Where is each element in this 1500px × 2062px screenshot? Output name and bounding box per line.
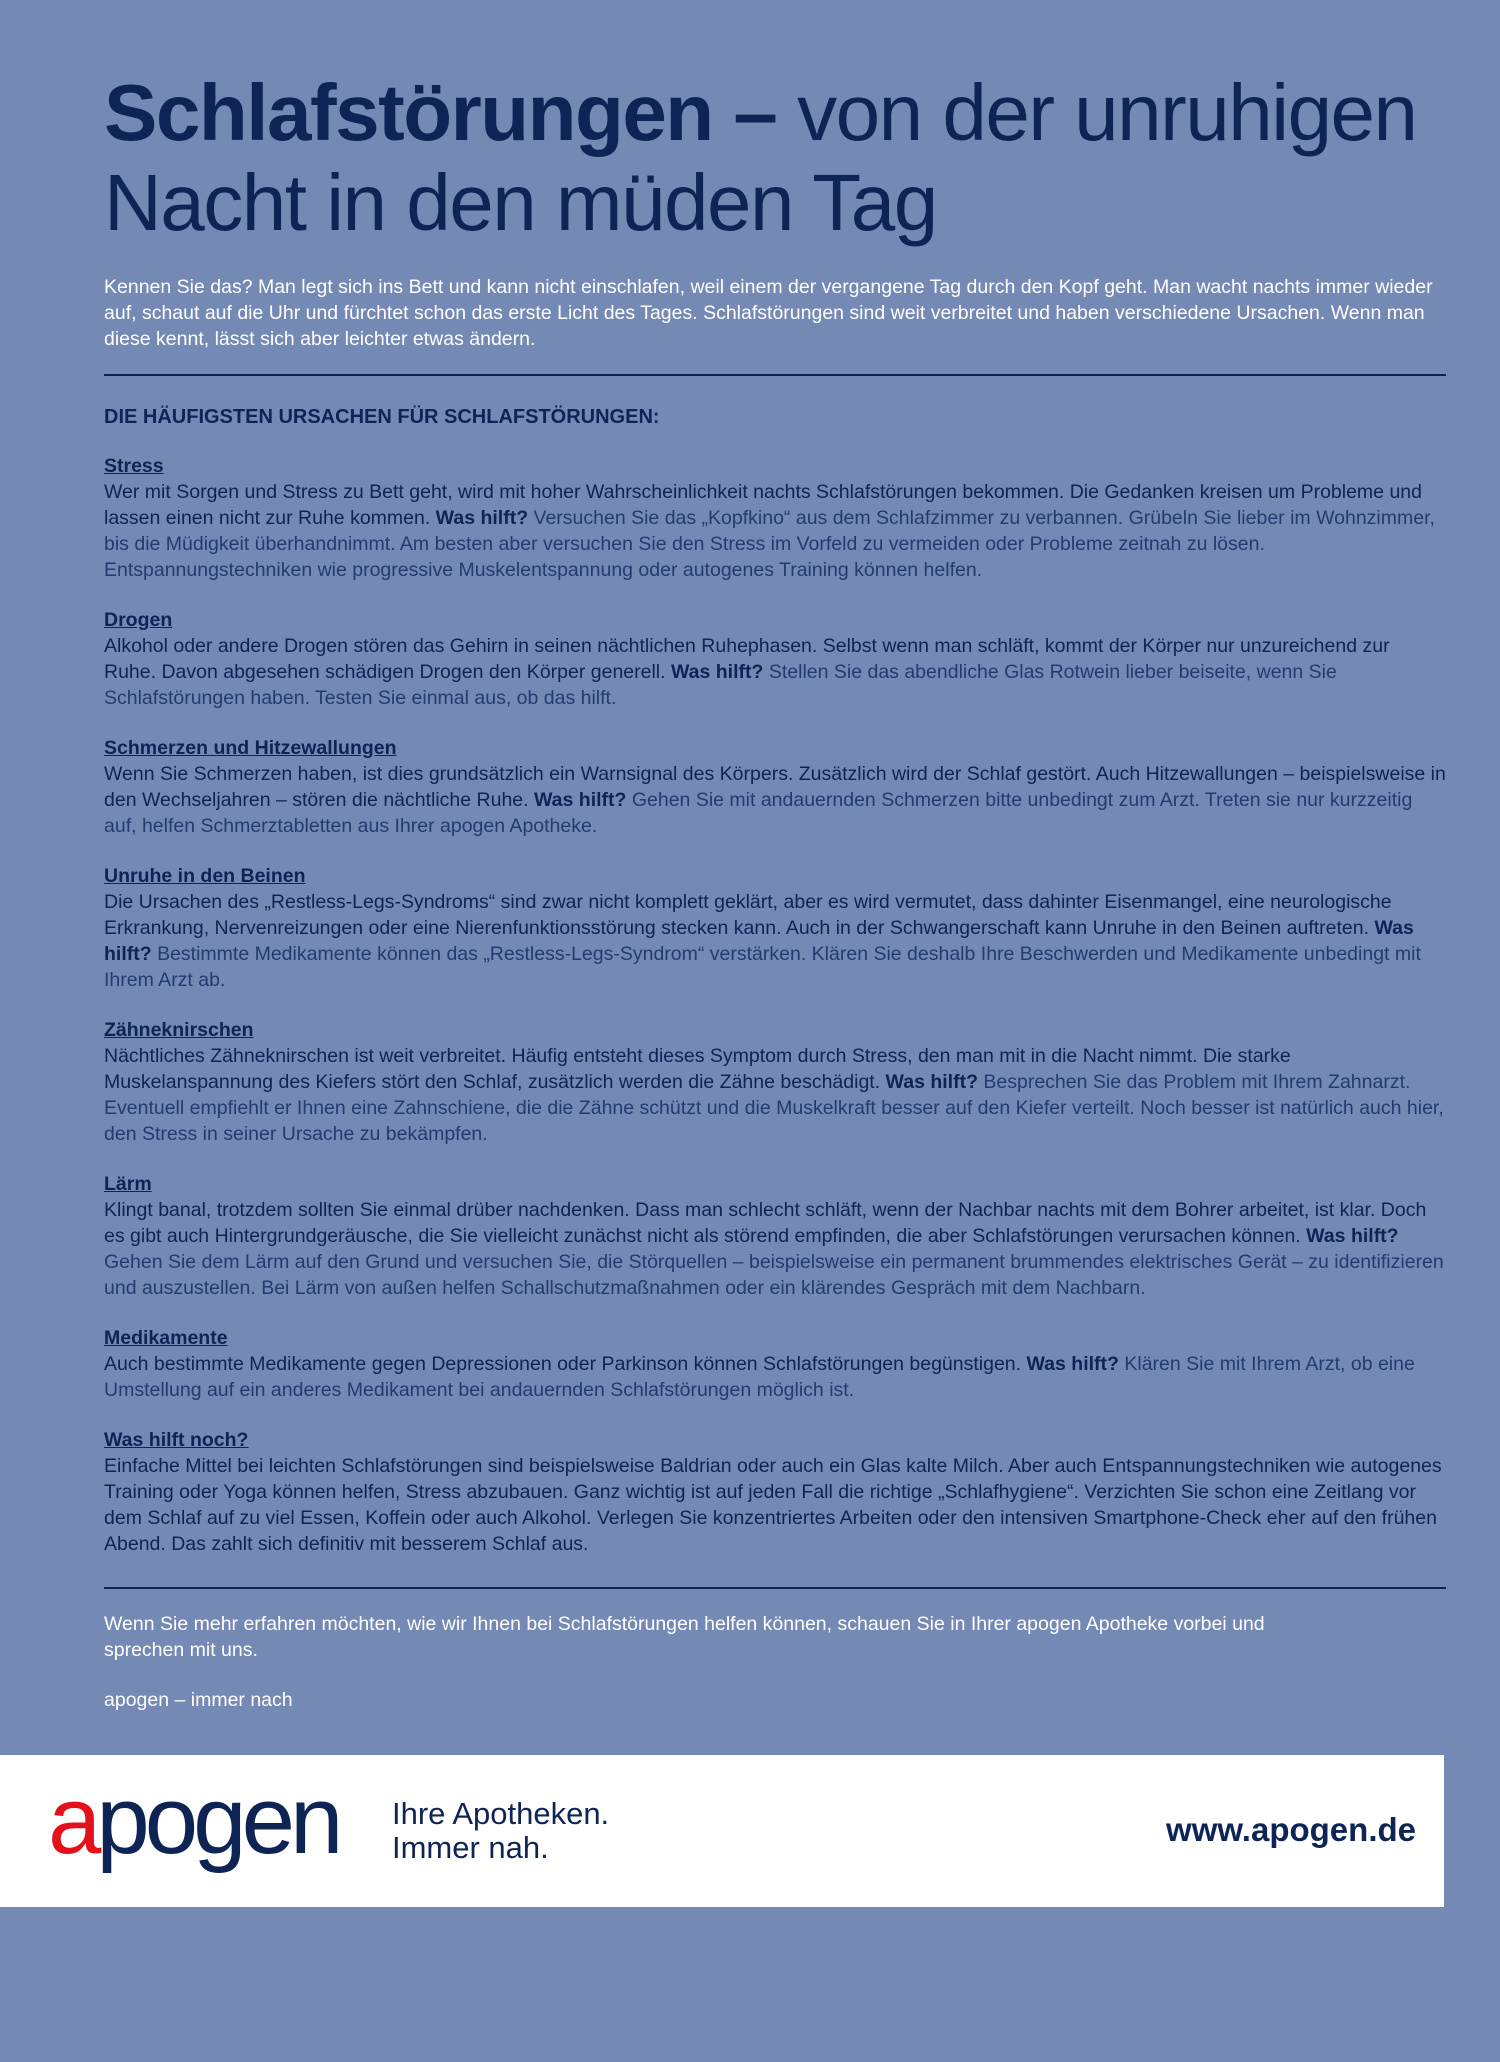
website-link[interactable]: www.apogen.de [1166,1811,1416,1848]
logo-letter-a: a [48,1783,97,1874]
advice-text: Versuchen Sie das „Kopfkino“ aus dem Schlafzimmer zu verbannen. Grübeln Sie lieber im Wohnzimmer, bis die Müdigkeit überhandnimmt. Am besten aber versuchen Sie den Stress im Vorfeld zu vermeiden oder Probleme zeitnah zu lösen. Entspannungstechniken wie progressive Muskelentspannung oder autogenes Training können helfen. [104,507,1435,581]
advice-label: Was hilft? [885,1071,978,1093]
cause-text [104,1351,1446,1403]
logo-letters: pogen [96,1783,339,1874]
footer-divider [104,1587,1446,1589]
cause-text [104,761,1446,839]
slogan: apogen – immer nach [104,1689,293,1711]
cause-title: Stress [104,455,164,477]
cause-section [104,1017,1446,1147]
cause-text [104,1197,1446,1301]
brand-banner [0,1755,1444,1907]
cause-title: Zähneknirschen [104,1019,254,1041]
cause-body: Die Ursachen des „Restless-Legs-Syndroms“ sind zwar nicht komplett geklärt, aber es wird vermutet, dass dahinter Eisenmangel, eine neurologische Erkrankung, Nervenreizungen oder eine Nierenfunktionsstörung stecken kann. Auch in der Schwangerschaft kann Unruhe in den Beinen auftreten. [104,891,1392,939]
tagline-line2: Immer nah. [392,1830,549,1865]
cause-section [104,607,1446,711]
cause-body: Alkohol oder andere Drogen stören das Gehirn in seinen nächtlichen Ruhephasen. Selbst wenn man schläft, kommt der Körper nur unzureichend zur Ruhe. Davon abgesehen schädigen Drogen den Körper generell. [104,635,1390,683]
cause-section [104,863,1446,993]
cause-body: Einfache Mittel bei leichten Schlafstörungen sind beispielsweise Baldrian oder auch ein Glas kalte Milch. Aber auch Entspannungstechniken wie autogenes Training oder Yoga können helfen, Stress abzubauen. Ganz wichtig ist auf jeden Fall die richtige „Schlafhygiene“. Verzichten Sie schon eine Zeitlang vor dem Schlaf auf zu viel Essen, Koffein oder auch Alkohol. Verlegen Sie konzentriertes Arbeiten oder den intensiven Smartphone-Check eher auf den frühen Abend. Das zahlt sich definitiv mit besserem Schlaf aus. [104,1455,1442,1555]
closing-text: Wenn Sie mehr erfahren möchten, wie wir Ihnen bei Schlafstörungen helfen können, schauen Sie in Ihrer apogen Apotheke vorbei und sprechen mit uns. [104,1613,1265,1661]
cause-text [104,633,1446,711]
advice-label: Was hilft? [670,661,764,683]
advice-text: Gehen Sie dem Lärm auf den Grund und versuchen Sie, die Störquellen – beispielsweise ein permanent brummendes elektrisches Gerät – zu identifizieren und auszustellen. Bei Lärm von außen helfen Schallschutzmaßnahmen oder ein klärendes Gespräch mit dem Nachbarn. [104,1251,1444,1299]
tagline-line1: Ihre Apotheken. [392,1796,610,1831]
advice-label: Was hilft? [435,507,529,529]
cause-body: Auch bestimmte Medikamente gegen Depressionen oder Parkinson können Schlafstörungen begünstigen. [104,1353,1027,1375]
advice-text: Gehen Sie mit andauernden Schmerzen bitte unbedingt zum Arzt. Treten sie nur kurzzeitig auf, helfen Schmerztabletten aus Ihrer apogen Apotheke. [104,789,1413,837]
page-title [104,68,1446,248]
cause-title: Drogen [104,609,173,631]
apogen-logo [48,1783,368,1879]
cause-section [104,735,1446,839]
cause-section [104,453,1446,583]
cause-title: Medikamente [104,1327,228,1349]
cause-text [104,1043,1446,1147]
cause-section [104,1171,1446,1301]
cause-body: Wenn Sie Schmerzen haben, ist dies grundsätzlich ein Warnsignal des Körpers. Zusätzlich wird der Schlaf gestört. Auch Hitzewallungen – beispielsweise in den Wechseljahren – stören die nächtliche Ruhe. [104,763,1446,811]
cause-section [104,1325,1446,1403]
tagline [392,1797,609,1865]
cause-title: Lärm [104,1173,152,1195]
cause-title: Unruhe in den Beinen [104,865,306,887]
advice-text: Bestimmte Medikamente können das „Restless-Legs-Syndrom“ verstärken. Klären Sie deshalb Ihre Beschwerden und Medikamente unbedingt mit Ihrem Arzt ab. [104,943,1421,991]
cause-title: Was hilft noch? [104,1429,249,1451]
svg-text:apogen [48,1783,338,1874]
advice-label: Was hilft? [104,917,1414,965]
cause-body: Wer mit Sorgen und Stress zu Bett geht, wird mit hoher Wahrscheinlichkeit nachts Schlafstörungen bekommen. Die Gedanken kreisen um Probleme und lassen einen nicht zur Ruhe kommen. [104,481,1422,529]
cause-text [104,1453,1446,1557]
causes-list [104,453,1446,1557]
cause-text [104,479,1446,583]
advice-text: Klären Sie mit Ihrem Arzt, ob eine Umstellung auf ein anderes Medikament bei andauernden Schlafstörungen möglich ist. [104,1353,1415,1401]
divider [104,374,1446,376]
article [104,68,1446,1712]
cause-text [104,889,1446,993]
title-bold: Schlafstörungen – [104,68,777,157]
intro-text: Kennen Sie das? Man legt sich ins Bett und kann nicht einschlafen, weil einem der vergangene Tag durch den Kopf geht. Man wacht nachts immer wieder auf, schaut auf die Uhr und fürchtet schon das erste Licht des Tages. Schlafstörungen sind weit verbreitet und haben verschiedene Ursachen. Wenn man diese kennt, lässt sich aber leichter etwas ändern. [104,276,1433,350]
title-regular: von der unruhigen Nacht in den müden Tag [104,68,1417,247]
advice-label: Was hilft? [1026,1353,1119,1375]
advice-text: Stellen Sie das abendliche Glas Rotwein lieber beiseite, wenn Sie Schlafstörungen haben. Testen Sie einmal aus, ob das hilft. [104,661,1337,709]
causes-heading: DIE HÄUFIGSTEN URSACHEN FÜR SCHLAFSTÖRUNGEN: [104,406,660,428]
advice-label: Was hilft? [534,789,627,811]
advice-label: Was hilft? [1306,1225,1399,1247]
cause-body: Klingt banal, trotzdem sollten Sie einmal drüber nachdenken. Dass man schlecht schläft, wenn der Nachbar nachts mit dem Bohrer arbeitet, ist klar. Doch es gibt auch Hintergrundgeräusche, die Sie vielleicht zunächst nicht als störend empfinden, die aber Schlafstörungen verursachen können. [104,1199,1427,1247]
advice-text: Besprechen Sie das Problem mit Ihrem Zahnarzt. Eventuell empfiehlt er Ihnen eine Zahnschiene, die die Zähne schützt und die Muskelkraft besser auf den Kiefer verteilt. Noch besser ist natürlich auch hier, den Stress in seiner Ursache zu bekämpfen. [104,1071,1444,1145]
cause-section [104,1427,1446,1557]
cause-title: Schmerzen und Hitzewallungen [104,737,397,759]
cause-body: Nächtliches Zähneknirschen ist weit verbreitet. Häufig entsteht dieses Symptom durch Stress, den man mit in die Nacht nimmt. Die starke Muskelanspannung des Kiefers stört den Schlaf, zusätzlich werden die Zähne beschädigt. [104,1045,1291,1093]
